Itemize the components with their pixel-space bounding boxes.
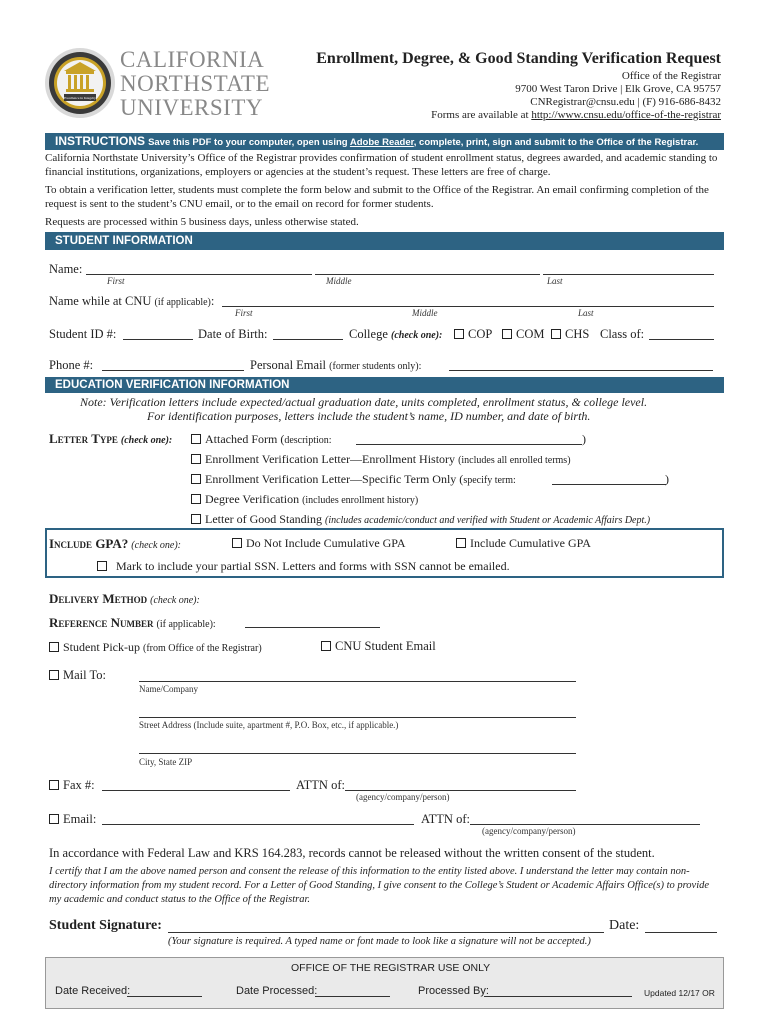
chs-checkbox[interactable]	[551, 329, 561, 339]
fax-checkbox[interactable]	[49, 780, 59, 790]
university-seal-icon	[44, 47, 116, 119]
specific-term-label: Enrollment Verification Letter—Specific Term Only (	[205, 472, 464, 486]
college-text: College	[349, 327, 388, 341]
city-caption: City, State ZIP	[139, 757, 193, 767]
attached-form-label: Attached Form (	[205, 432, 285, 446]
seal-motto: Excellence in Integrity	[64, 96, 96, 100]
name-cnu-if-applicable: (if applicable)	[154, 297, 211, 308]
option-specific-term[interactable]	[191, 472, 516, 487]
good-standing-checkbox[interactable]	[191, 514, 201, 524]
class-of-field[interactable]	[649, 339, 714, 340]
gpa-no-checkbox[interactable]	[232, 538, 242, 548]
reference-number-label	[49, 615, 216, 631]
cnu-middle-caption: Middle	[412, 308, 438, 318]
signature-label: Student Signature:	[49, 918, 162, 933]
email-label: Email:	[63, 812, 97, 826]
degree-verification-note: (includes enrollment history)	[302, 495, 419, 506]
cnu-name-field[interactable]	[222, 306, 714, 307]
fax-label: Fax #:	[63, 778, 95, 792]
office-use-title: OFFICE OF THE REGISTRAR USE ONLY	[291, 962, 491, 974]
ssn-label: Mark to include your partial SSN. Letters and forms with SSN cannot be emailed.	[116, 559, 510, 573]
letter-type-text: Letter Type	[49, 431, 118, 446]
gpa-label-text: Include GPA?	[49, 536, 129, 551]
office-address: 9700 West Taron Drive | Elk Grove, CA 95757	[515, 83, 721, 95]
college-check-one: (check one):	[391, 330, 443, 341]
reference-number-text: Reference Number	[49, 615, 154, 630]
instructions-prefix: Save this PDF to your computer, open using	[148, 137, 350, 148]
cop-label: COP	[468, 327, 493, 341]
processed-by-field[interactable]	[484, 996, 632, 997]
personal-email-label	[250, 358, 421, 373]
name-company-caption: Name/Company	[139, 684, 198, 694]
date-received-label: Date Received:	[55, 985, 131, 997]
education-bar: EDUCATION VERIFICATION INFORMATION	[45, 377, 724, 393]
first-caption: First	[107, 276, 125, 286]
instructions-para1: California Northstate University’s Office of the Registrar provides confirmation of student enrollment status, degrees awarded, and academic standing to financial institutions, organizations, employers or agencies at the student’s request. These letters are free of charge.	[45, 152, 718, 178]
pickup-label: Student Pick-up	[63, 640, 140, 654]
university-name-line3: UNIVERSITY	[120, 95, 263, 120]
cnu-email-label: CNU Student Email	[335, 639, 436, 653]
degree-verification-label: Degree Verification	[205, 492, 300, 506]
pickup-checkbox[interactable]	[49, 642, 59, 652]
cnu-first-caption: First	[235, 308, 253, 318]
gpa-check-one: (check one):	[131, 540, 181, 551]
forms-availability	[431, 109, 721, 121]
specific-term-note: specify term:	[463, 475, 516, 486]
adobe-reader-link[interactable]: Adobe Reader	[349, 137, 414, 148]
signature-field[interactable]	[168, 932, 604, 933]
date-processed-label: Date Processed:	[236, 985, 318, 997]
date-received-field[interactable]	[127, 996, 202, 997]
delivery-method-label	[49, 591, 200, 607]
instructions-para2: To obtain a verification letter, students must complete the form below and submit to the Office of the Registrar. An email confirming completion of the request is sent to the student’s CNU email, or to the email on record for former students.	[45, 184, 709, 210]
name-label: Name:	[49, 262, 83, 276]
enrollment-history-note: (includes all enrolled terms)	[458, 455, 571, 466]
cnu-email-option[interactable]	[321, 639, 436, 654]
phone-label: Phone #:	[49, 358, 94, 372]
name-cnu-label	[49, 294, 214, 309]
college-label	[349, 327, 442, 342]
instructions-bar	[45, 133, 724, 150]
certify-statement: I certify that I am the above named person and consent the release of this information to the entity listed above. I understand the letter may contain non-directory information from my student record. For a Letter of Good Standing, I give consent to the College’s Student or Academic Affairs Office(s) to provide my academic and conduct status to the Office of the Registrar.	[49, 866, 710, 905]
letter-type-label	[49, 431, 172, 447]
forms-prefix: Forms are available at	[431, 109, 532, 121]
option-degree-verification[interactable]	[191, 492, 418, 507]
form-title: Enrollment, Degree, & Good Standing Verification Request	[316, 50, 721, 67]
com-label: COM	[516, 327, 545, 341]
last-name-field[interactable]	[543, 274, 714, 275]
good-standing-label: Letter of Good Standing	[205, 512, 322, 526]
enrollment-history-label: Enrollment Verification Letter—Enrollment History	[205, 452, 456, 466]
email-checkbox[interactable]	[49, 814, 59, 824]
email-agency-caption: (agency/company/person)	[482, 826, 576, 836]
education-note1: Note: Verification letters include expected/actual graduation date, units completed, enrollment status, & college level.	[80, 395, 648, 409]
good-standing-note: (includes academic/conduct and verified with Student or Academic Affairs Dept.)	[324, 515, 651, 526]
fax-option[interactable]	[49, 778, 95, 793]
gpa-label	[49, 536, 181, 552]
gpa-no-option[interactable]	[232, 536, 406, 551]
phone-field[interactable]	[102, 370, 244, 371]
mail-to-checkbox[interactable]	[49, 670, 59, 680]
middle-name-field[interactable]	[315, 274, 540, 275]
mail-street-field[interactable]	[139, 717, 576, 718]
fax-attn-label: ATTN of:	[296, 778, 345, 792]
gpa-no-label: Do Not Include Cumulative GPA	[246, 536, 406, 550]
pickup-note: (from Office of the Registrar)	[143, 643, 262, 654]
student-info-bar: STUDENT INFORMATION	[45, 232, 724, 250]
email-address-field[interactable]	[102, 824, 414, 825]
instructions-text	[148, 137, 698, 148]
gpa-yes-label: Include Cumulative GPA	[470, 536, 591, 550]
college-cop-option[interactable]	[454, 327, 492, 342]
reference-if-applicable: (if applicable):	[156, 619, 216, 630]
last-caption: Last	[547, 276, 563, 286]
office-name: Office of the Registrar	[621, 70, 721, 82]
fax-attn-field[interactable]	[345, 790, 576, 791]
personal-email-field[interactable]	[449, 370, 713, 371]
com-checkbox[interactable]	[502, 329, 512, 339]
university-logo	[44, 45, 270, 121]
signature-date-field[interactable]	[645, 932, 717, 933]
email-attn-label: ATTN of:	[421, 812, 470, 826]
education-note2: For identification purposes, letters include the student’s name, ID number, and date of birth.	[147, 409, 591, 423]
date-label: Date:	[609, 918, 640, 933]
university-name-line2: NORTHSTATE	[120, 71, 270, 96]
enrollment-history-checkbox[interactable]	[191, 454, 201, 464]
personal-email-note: (former students only):	[329, 361, 422, 372]
mail-name-field[interactable]	[139, 681, 576, 682]
name-cnu-colon: :	[210, 294, 215, 308]
university-name-line1: CALIFORNIA	[120, 47, 265, 72]
specific-term-field[interactable]	[552, 484, 666, 485]
mail-city-field[interactable]	[139, 753, 576, 754]
personal-email-text: Personal Email	[250, 358, 327, 372]
pickup-option[interactable]	[49, 640, 262, 655]
processed-by-label: Processed By:	[418, 985, 489, 997]
degree-verification-checkbox[interactable]	[191, 494, 201, 504]
college-com-option[interactable]	[502, 327, 544, 342]
ssn-option[interactable]	[97, 559, 510, 574]
fax-agency-caption: (agency/company/person)	[356, 792, 450, 802]
instructions-para3: Requests are processed within 5 business days, unless otherwise stated.	[45, 216, 359, 228]
class-of-label: Class of:	[600, 327, 645, 341]
student-id-label: Student ID #:	[49, 327, 117, 341]
updated-stamp: Updated 12/17 OR	[644, 988, 715, 998]
delivery-method-text: Delivery Method	[49, 591, 148, 606]
specific-term-checkbox[interactable]	[191, 474, 201, 484]
office-contact: CNRegistrar@cnsu.edu | (F) 916-686-8432	[530, 96, 721, 108]
email-attn-field[interactable]	[470, 824, 700, 825]
attached-form-close: )	[582, 432, 586, 446]
reference-number-field[interactable]	[245, 627, 380, 628]
college-chs-option[interactable]	[551, 327, 589, 342]
email-option[interactable]	[49, 812, 96, 827]
signature-note: (Your signature is required. A typed name or font made to look like a signature will not be accepted.)	[168, 936, 591, 947]
federal-law-statement: In accordance with Federal Law and KRS 164.283, records cannot be released without the written consent of the student.	[49, 846, 655, 860]
dob-field[interactable]	[273, 339, 343, 340]
mail-to-option[interactable]	[49, 668, 106, 683]
instructions-label: INSTRUCTIONS	[55, 134, 145, 148]
street-caption: Street Address (Include suite, apartment #, P.O. Box, etc., if applicable.)	[139, 720, 399, 730]
cnu-last-caption: Last	[578, 308, 594, 318]
specific-term-close: )	[665, 472, 669, 486]
instructions-suffix: , complete, print, sign and submit to the Office of the Registrar.	[413, 137, 699, 148]
attached-form-checkbox[interactable]	[191, 434, 201, 444]
delivery-check-one: (check one):	[150, 595, 200, 606]
date-processed-field[interactable]	[315, 996, 390, 997]
student-id-field[interactable]	[123, 339, 193, 340]
ssn-checkbox[interactable]	[97, 561, 107, 571]
attached-form-desc: description:	[284, 435, 332, 446]
option-enrollment-history[interactable]	[191, 452, 571, 467]
name-cnu-text: Name while at CNU	[49, 294, 152, 308]
middle-caption: Middle	[326, 276, 352, 286]
dob-label: Date of Birth:	[198, 327, 268, 341]
attached-form-description-field[interactable]	[356, 444, 582, 445]
gpa-yes-option[interactable]	[456, 536, 591, 551]
option-good-standing[interactable]	[191, 512, 650, 527]
gpa-yes-checkbox[interactable]	[456, 538, 466, 548]
fax-number-field[interactable]	[102, 790, 290, 791]
letter-type-check-one: (check one):	[120, 435, 173, 446]
option-attached-form[interactable]	[191, 432, 332, 447]
chs-label: CHS	[565, 327, 590, 341]
cop-checkbox[interactable]	[454, 329, 464, 339]
cnu-email-checkbox[interactable]	[321, 641, 331, 651]
first-name-field[interactable]	[86, 274, 312, 275]
mail-to-label: Mail To:	[63, 668, 106, 682]
forms-link[interactable]: http://www.cnsu.edu/office-of-the-registrar	[531, 109, 721, 121]
